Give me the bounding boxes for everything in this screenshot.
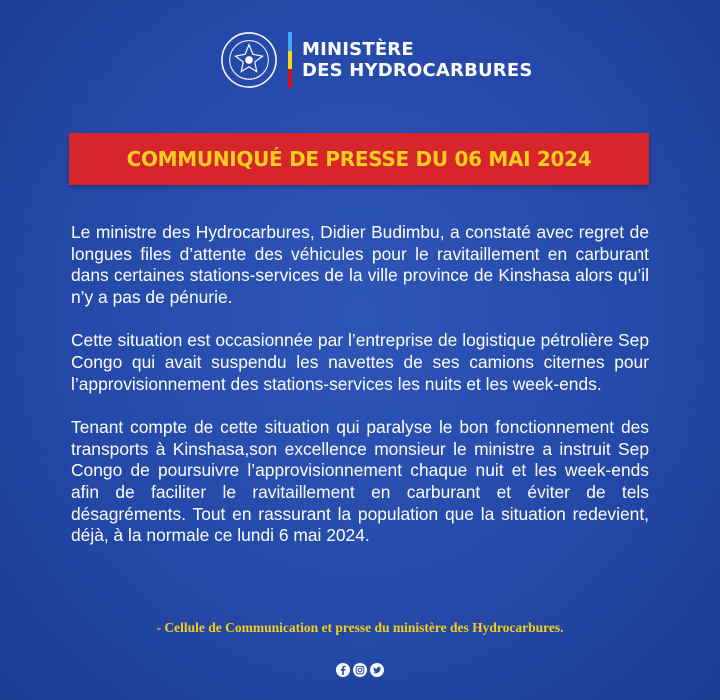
ministry-seal-icon	[220, 31, 278, 89]
twitter-icon[interactable]	[370, 663, 384, 677]
press-release-banner	[69, 133, 649, 185]
body-paragraph-3: Tenant compte de cette situation qui paralyse le bon fonctionnement des transports à Kinshasa,son excellence monsieur le ministre a instruit Sep Congo de poursuivre l’approvisionnement chaque nuit et les week-ends afin de faciliter le ravitaillement en carburant et éviter de tels désagréments. Tout en rassurant la population que la situation redevient, déjà, à la normale ce lundi 6 mai 2024.	[71, 417, 649, 546]
body-paragraph-1: Le ministre des Hydrocarbures, Didier Budimbu, a constaté avec regret de longues files d’attente des véhicules pour le ravitaillement en carburant dans certaines stations-services de la ville province de Kinshasa alors qu’il n’y a pas de pénurie.	[71, 222, 649, 307]
instagram-icon[interactable]	[353, 663, 367, 677]
body-paragraph-2: Cette situation est occasionnée par l’entreprise de logistique pétrolière Sep Congo qui avait suspendu les navettes de ses camions citernes pour l’approvisionnement des stations-services les nuits et les week-ends.	[71, 330, 649, 394]
press-release-title: COMMUNIQUÉ DE PRESSE DU 06 MAI 2024	[126, 147, 592, 171]
ministry-header	[220, 30, 533, 90]
ministry-name	[302, 39, 533, 81]
flag-divider	[288, 32, 292, 88]
social-links	[0, 663, 720, 677]
communication-credit: - Cellule de Communication et presse du ministère des Hydrocarbures.	[156, 620, 564, 635]
ministry-name-line2: DES HYDROCARBURES	[302, 60, 533, 81]
press-release-body	[71, 222, 649, 569]
ministry-name-line1: MINISTÈRE	[302, 39, 414, 60]
facebook-icon[interactable]	[336, 663, 350, 677]
